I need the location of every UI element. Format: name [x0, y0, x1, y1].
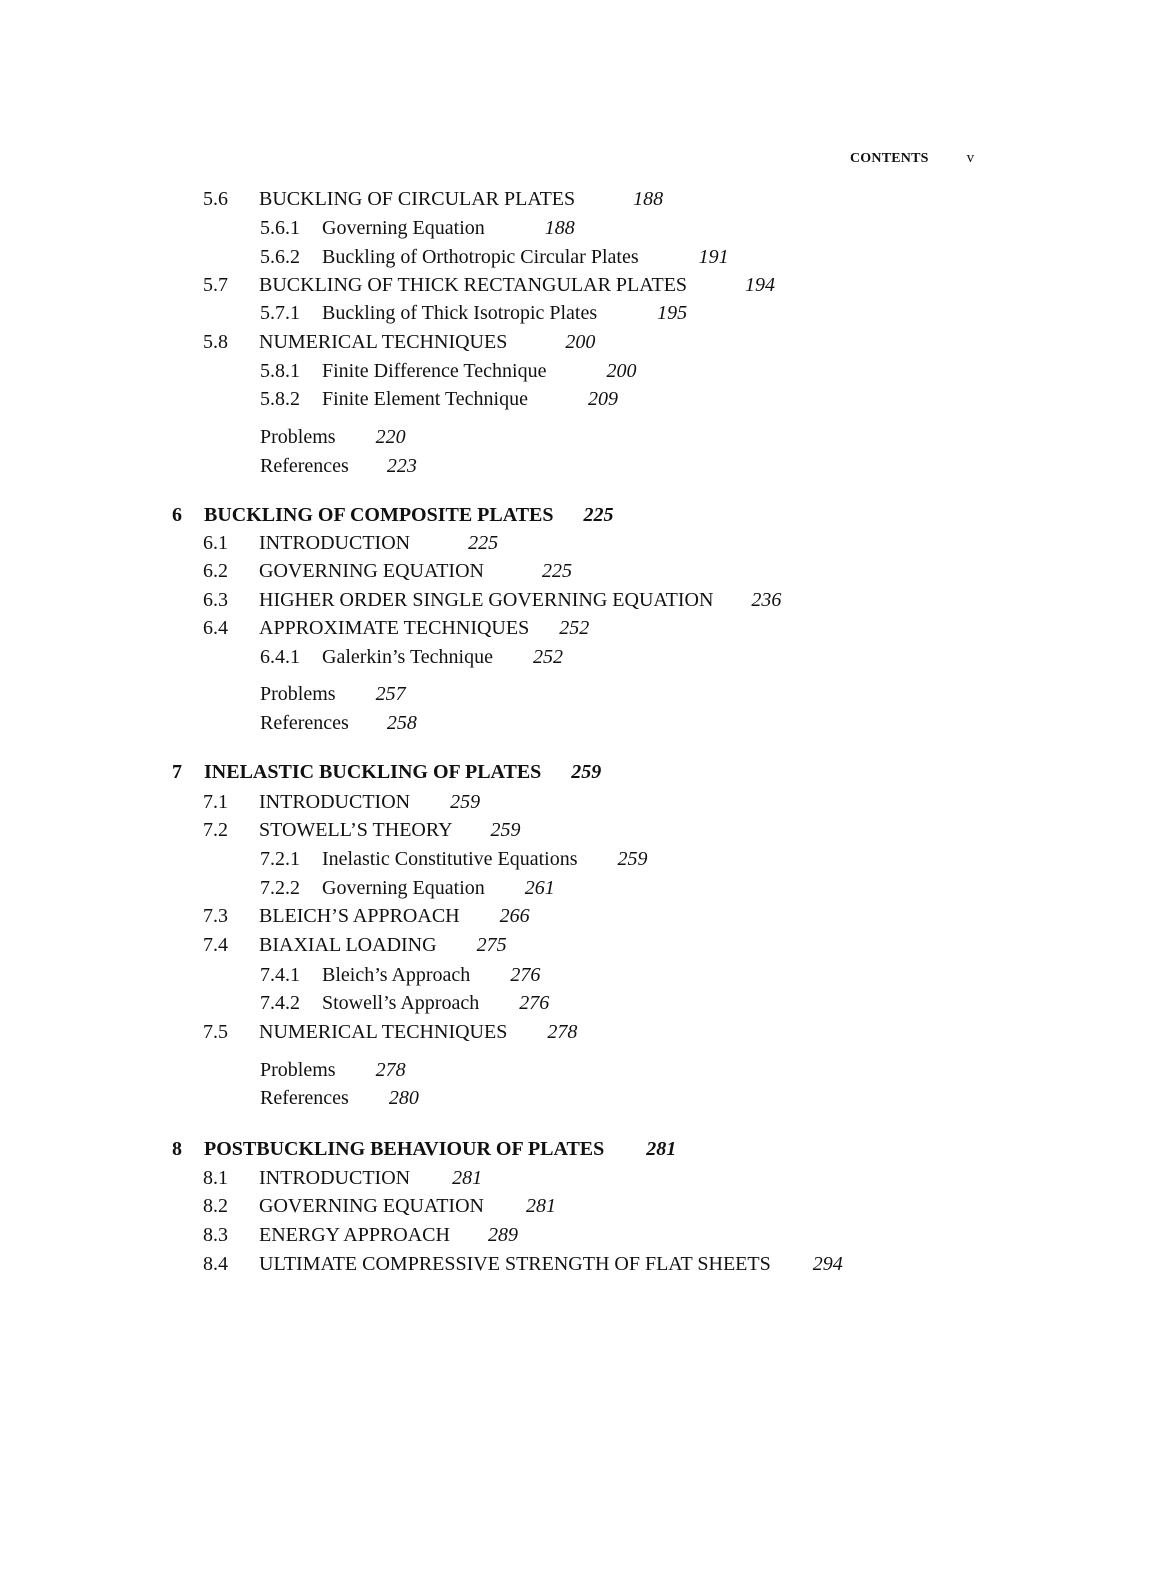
entry-number: 5.6.1: [260, 217, 300, 239]
entry-number: 6.3: [203, 589, 228, 611]
toc-entry: [172, 503, 614, 527]
toc-entry: [203, 790, 480, 814]
entry-page-number: 289: [487, 1224, 518, 1246]
toc-entry: [203, 1223, 518, 1247]
entry-title: STOWELL’S THEORY: [259, 819, 453, 841]
header-label: CONTENTS: [850, 151, 929, 166]
toc-entry: [203, 904, 530, 928]
entry-title: Inelastic Constitutive Equations: [322, 848, 578, 870]
entry-page-number: 281: [452, 1167, 483, 1189]
entry-title: Problems: [260, 683, 336, 705]
entry-number: 5.6: [203, 188, 228, 210]
entry-title: INELASTIC BUCKLING OF PLATES: [204, 761, 542, 783]
toc-entry: [203, 273, 775, 297]
entry-title: References: [260, 712, 349, 734]
entry-title: Problems: [260, 1059, 336, 1081]
entry-page-number: 261: [524, 877, 555, 899]
entry-number: 5.7: [203, 274, 228, 296]
entry-title: NUMERICAL TECHNIQUES: [259, 1021, 508, 1043]
entry-page-number: 252: [532, 646, 563, 668]
toc-entry: [203, 330, 595, 354]
entry-page-number: 278: [547, 1021, 578, 1043]
toc-entry: [260, 245, 729, 269]
entry-title: Stowell’s Approach: [322, 992, 480, 1014]
entry-page-number: 259: [490, 819, 521, 841]
entry-title: BIAXIAL LOADING: [259, 934, 437, 956]
entry-title: ULTIMATE COMPRESSIVE STRENGTH OF FLAT SHEETS: [259, 1253, 771, 1275]
entry-page-number: 258: [386, 712, 417, 734]
entry-number: 8.4: [203, 1253, 228, 1275]
entry-page-number: 266: [499, 905, 530, 927]
entry-page-number: 281: [525, 1195, 556, 1217]
toc-entry: [260, 645, 563, 669]
entry-page-number: 259: [450, 791, 481, 813]
entry-number: 8.1: [203, 1167, 228, 1189]
entry-page-number: 280: [388, 1087, 419, 1109]
entry-number: 5.6.2: [260, 246, 300, 268]
entry-page-number: 276: [519, 992, 550, 1014]
entry-number: 7.4.2: [260, 992, 300, 1014]
entry-number: 8.2: [203, 1195, 228, 1217]
entry-title: ENERGY APPROACH: [259, 1224, 450, 1246]
entry-page-number: 276: [510, 964, 541, 986]
entry-title: Governing Equation: [322, 877, 485, 899]
entry-page-number: 278: [375, 1059, 406, 1081]
entry-title: Galerkin’s Technique: [322, 646, 493, 668]
entry-title: Finite Difference Technique: [322, 360, 547, 382]
entry-title: Buckling of Orthotropic Circular Plates: [322, 246, 639, 268]
entry-number: 5.8: [203, 331, 228, 353]
entry-title: POSTBUCKLING BEHAVIOUR OF PLATES: [204, 1138, 605, 1160]
toc-entry: [260, 991, 549, 1015]
toc-entry: [203, 1194, 556, 1218]
toc-entry: [260, 387, 618, 411]
entry-number: 7.1: [203, 791, 228, 813]
toc-entry: [203, 1020, 577, 1044]
toc-entry: [203, 616, 589, 640]
entry-title: APPROXIMATE TECHNIQUES: [259, 617, 530, 639]
entry-title: INTRODUCTION: [259, 532, 411, 554]
entry-page-number: 259: [571, 761, 602, 783]
toc-entry: [260, 301, 687, 325]
entry-title: Problems: [260, 426, 336, 448]
entry-number: 6.4.1: [260, 646, 300, 668]
toc-entry: [172, 1137, 676, 1161]
entry-number: 7.2: [203, 819, 228, 841]
toc-entry: [260, 359, 636, 383]
toc-entry: [260, 1058, 406, 1082]
entry-page-number: 188: [633, 188, 664, 210]
toc-entry: [260, 876, 555, 900]
entry-title: Finite Element Technique: [322, 388, 528, 410]
entry-title: References: [260, 1087, 349, 1109]
entry-title: BUCKLING OF COMPOSITE PLATES: [204, 504, 554, 526]
entry-title: INTRODUCTION: [259, 1167, 411, 1189]
entry-page-number: 194: [745, 274, 776, 296]
entry-number: 8.3: [203, 1224, 228, 1246]
entry-number: 8: [172, 1138, 182, 1160]
entry-number: 6: [172, 504, 182, 526]
entry-title: BUCKLING OF CIRCULAR PLATES: [259, 188, 576, 210]
entry-page-number: 281: [646, 1138, 677, 1160]
entry-title: BLEICH’S APPROACH: [259, 905, 460, 927]
toc-entry: [260, 847, 648, 871]
entry-number: 5.8.2: [260, 388, 300, 410]
entry-page-number: 195: [657, 302, 688, 324]
entry-page-number: 294: [812, 1253, 843, 1275]
entry-title: BUCKLING OF THICK RECTANGULAR PLATES: [259, 274, 688, 296]
entry-title: Buckling of Thick Isotropic Plates: [322, 302, 598, 324]
entry-number: 6.4: [203, 617, 228, 639]
entry-number: 5.7.1: [260, 302, 300, 324]
entry-page-number: 275: [476, 934, 507, 956]
toc-entry: [260, 711, 417, 735]
entry-title: HIGHER ORDER SINGLE GOVERNING EQUATION: [259, 589, 714, 611]
entry-page-number: 220: [375, 426, 406, 448]
entry-title: GOVERNING EQUATION: [259, 1195, 484, 1217]
entry-title: Bleich’s Approach: [322, 964, 471, 986]
entry-page-number: 188: [544, 217, 575, 239]
toc-entry: [260, 1086, 419, 1110]
toc-entry: [203, 588, 781, 612]
entry-number: 7.3: [203, 905, 228, 927]
page-numeral: v: [966, 150, 975, 166]
toc-entry: [260, 425, 406, 449]
toc-entry: [260, 454, 417, 478]
entry-title: References: [260, 455, 349, 477]
entry-number: 6.1: [203, 532, 228, 554]
entry-title: GOVERNING EQUATION: [259, 560, 484, 582]
entry-number: 7: [172, 761, 182, 783]
toc-entry: [260, 682, 406, 706]
toc-entry: [203, 1166, 482, 1190]
entry-page-number: 225: [583, 504, 614, 526]
entry-number: 5.8.1: [260, 360, 300, 382]
toc-entry: [203, 559, 572, 583]
entry-page-number: 236: [751, 589, 782, 611]
entry-number: 7.5: [203, 1021, 228, 1043]
entry-page-number: 225: [541, 560, 572, 582]
entry-number: 6.2: [203, 560, 228, 582]
entry-page-number: 191: [698, 246, 729, 268]
entry-page-number: 200: [565, 331, 596, 353]
entry-page-number: 200: [606, 360, 637, 382]
entry-title: Governing Equation: [322, 217, 485, 239]
toc-entry: [203, 933, 507, 957]
entry-page-number: 252: [559, 617, 590, 639]
entry-page-number: 257: [375, 683, 406, 705]
entry-number: 7.4: [203, 934, 228, 956]
entry-number: 7.2.2: [260, 877, 300, 899]
entry-number: 7.2.1: [260, 848, 300, 870]
toc-entry: [260, 963, 540, 987]
toc-entry: [203, 818, 521, 842]
entry-number: 7.4.1: [260, 964, 300, 986]
entry-page-number: 209: [587, 388, 618, 410]
toc-entry: [172, 760, 601, 784]
toc-entry: [260, 216, 575, 240]
entry-title: NUMERICAL TECHNIQUES: [259, 331, 508, 353]
toc-entry: [203, 1252, 843, 1276]
entry-page-number: 259: [617, 848, 648, 870]
entry-page-number: 225: [468, 532, 499, 554]
toc-entry: [203, 531, 498, 555]
entry-page-number: 223: [386, 455, 417, 477]
toc-entry: [203, 187, 663, 211]
entry-title: INTRODUCTION: [259, 791, 411, 813]
